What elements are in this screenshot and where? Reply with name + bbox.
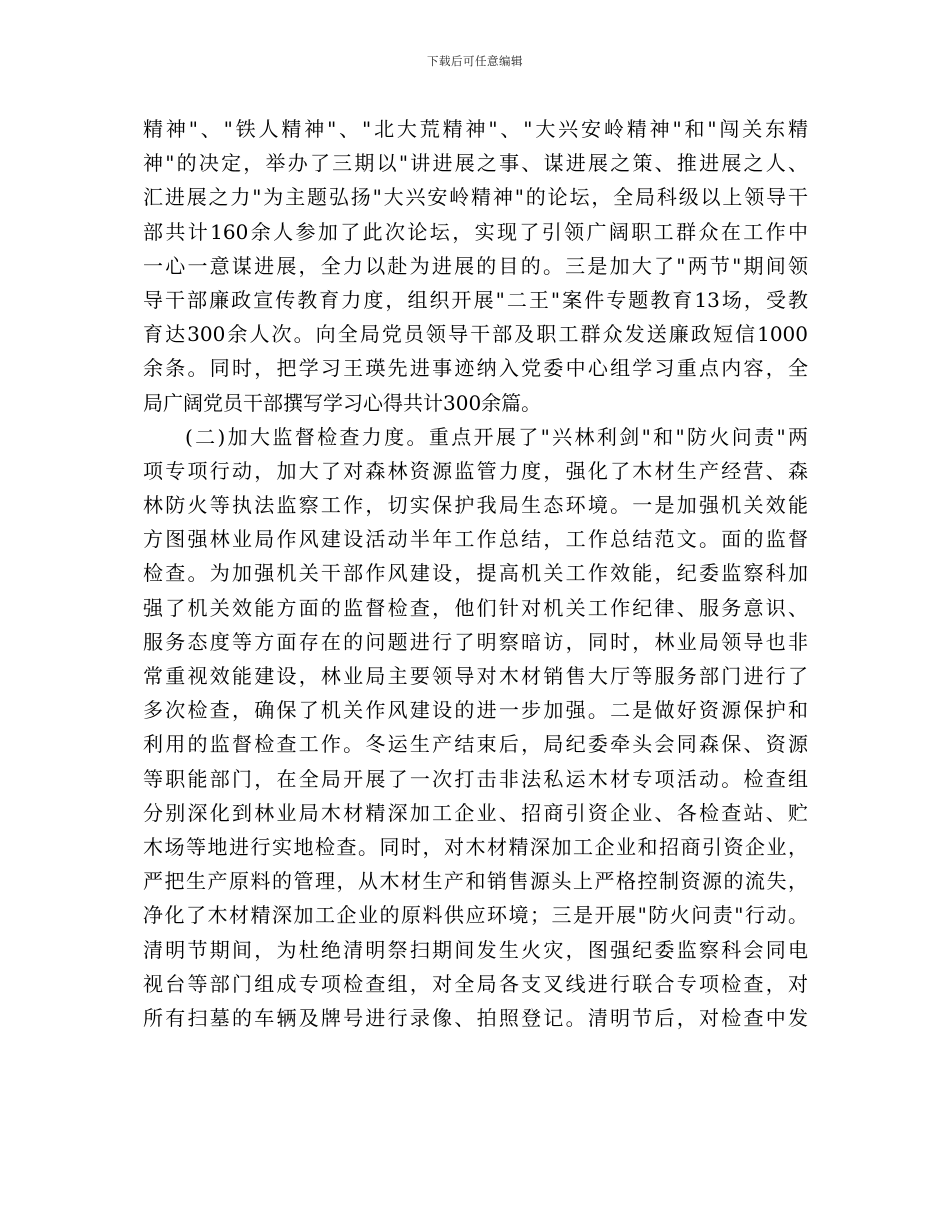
- text-line: 部共计160余人参加了此次论坛，实现了引领广阔职工群众在工作中: [143, 219, 808, 244]
- text-line: 余条。同时，把学习王瑛先进事迹纳入党委中心组学习重点内容，全: [143, 356, 808, 381]
- text-line: 精神"、"铁人精神"、"北大荒精神"、"大兴安岭精神"和"闯关东精: [143, 117, 808, 141]
- text-line: 汇进展之力"为主题弘扬"大兴安岭精神"的论坛，全局科级以上领导干: [143, 185, 808, 210]
- text-line: 方图强林业局作风建设活动半年工作总结，工作总结范文。面的监督: [143, 527, 808, 552]
- text-line: 等职能部门，在全局开展了一次打击非法私运木材专项活动。检查组: [143, 766, 808, 791]
- paragraph-2: [143, 420, 808, 1035]
- text-line: 神"的决定，举办了三期以"讲进展之事、谋进展之策、推进展之人、: [143, 151, 808, 176]
- text-line: 严把生产原料的管理，从木材生产和销售源头上严格控制资源的流失，: [143, 869, 808, 894]
- text-line: 视台等部门组成专项检查组，对全局各支叉线进行联合专项检查，对: [143, 971, 808, 996]
- text-line: 局广阔党员干部撰写学习心得共计300余篇。: [143, 390, 542, 415]
- text-line: 服务态度等方面存在的问题进行了明察暗访，同时，林业局领导也非: [143, 629, 808, 654]
- text-line: 育达300余人次。向全局党员领导干部及职工群众发送廉政短信1000: [143, 322, 808, 347]
- paragraph-1: [143, 112, 808, 420]
- text-line: 导干部廉政宣传教育力度，组织开展"二王"案件专题教育13场，受教: [143, 287, 808, 312]
- text-line: 多次检查，确保了机关作风建设的进一步加强。二是做好资源保护和: [143, 698, 808, 723]
- text-line: 木场等地进行实地检查。同时，对木材精深加工企业和招商引资企业，: [143, 834, 808, 859]
- text-line: 一心一意谋进展，全力以赴为进展的目的。三是加大了"两节"期间领: [143, 253, 808, 278]
- text-line: 检查。为加强机关干部作风建设，提高机关工作效能，纪委监察科加: [143, 561, 808, 586]
- text-line: 清明节期间，为杜绝清明祭扫期间发生火灾，图强纪委监察科会同电: [143, 937, 808, 962]
- text-line: 林防火等执法监察工作，切实保护我局生态环境。一是加强机关效能: [143, 493, 808, 518]
- text-line: 所有扫墓的车辆及牌号进行录像、拍照登记。清明节后，对检查中发: [143, 1005, 808, 1030]
- text-line: 利用的监督检查工作。冬运生产结束后，局纪委牵头会同森保、资源: [143, 732, 808, 757]
- text-line: (二)加大监督检查力度。重点开展了"兴林利剑"和"防火问责"两: [185, 424, 808, 449]
- text-line: 项专项行动，加大了对森林资源监管力度，强化了木材生产经营、森: [143, 458, 808, 483]
- text-line: 净化了木材精深加工企业的原料供应环境；三是开展"防火问责"行动。: [143, 903, 808, 928]
- page-header: 下载后可任意编辑: [427, 54, 523, 68]
- text-line: 常重视效能建设，林业局主要领导对木材销售大厅等服务部门进行了: [143, 664, 808, 688]
- document-body: [143, 112, 808, 1035]
- text-line: 分别深化到林业局木材精深加工企业、招商引资企业、各检查站、贮: [143, 800, 808, 825]
- text-line: 强了机关效能方面的监督检查，他们针对机关工作纪律、服务意识、: [143, 595, 808, 620]
